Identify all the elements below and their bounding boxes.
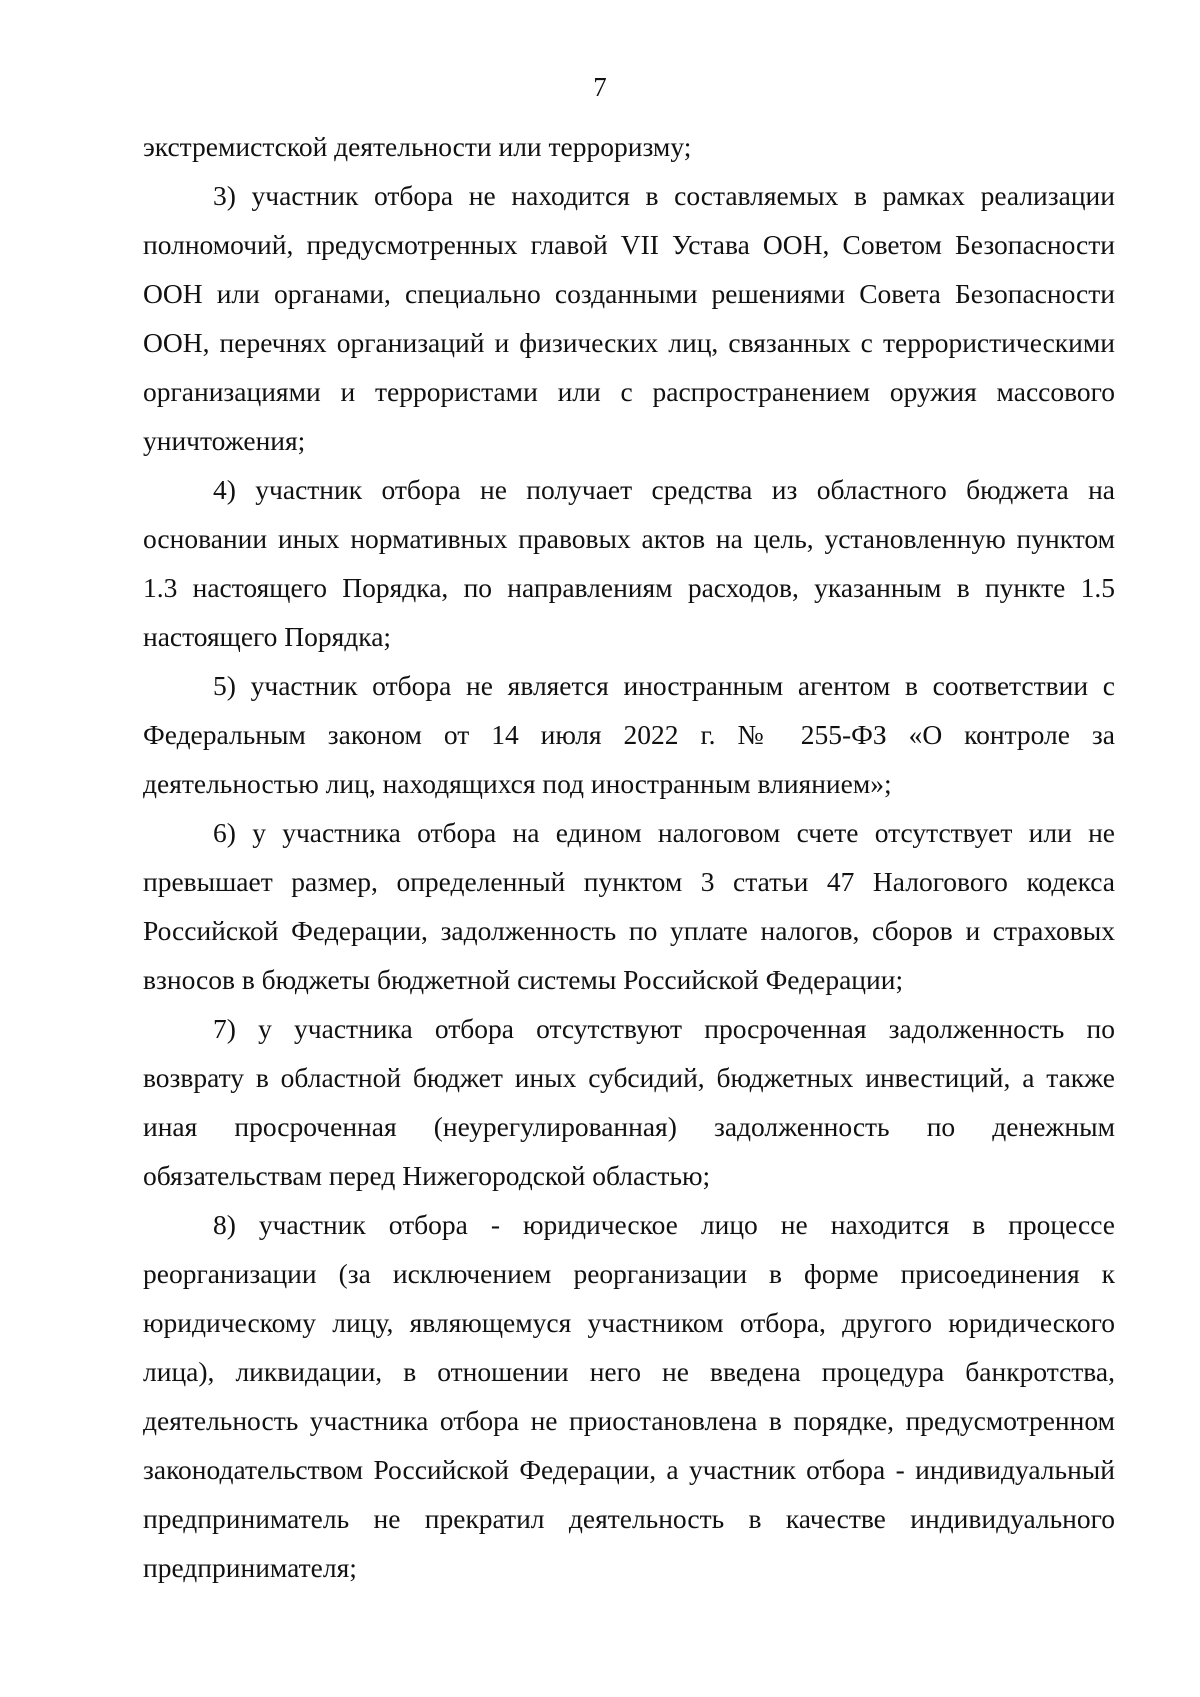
page-number: 7 bbox=[593, 72, 607, 102]
document-body bbox=[143, 122, 1115, 1592]
paragraph-item-4: 4) участник отбора не получает средства из областного бюджета на основании иных нормативных правовых актов на цель, установленную пунктом 1.3 настоящего Порядка, по направлениям расходов, указанным в пункте 1.5 настоящего Порядка; bbox=[143, 474, 1115, 652]
paragraph-item-6: 6) у участника отбора на едином налоговом счете отсутствует или не превышает размер, определенный пунктом 3 статьи 47 Налогового кодекса Российской Федерации, задолженность по уплате налогов, сборов и страховых взносов в бюджеты бюджетной системы Российской Федерации; bbox=[143, 817, 1115, 995]
paragraph-continuation: экстремистской деятельности или терроризму; bbox=[143, 131, 692, 162]
paragraph-item-8: 8) участник отбора - юридическое лицо не находится в процессе реорганизации (за исключением реорганизации в форме присоединения к юридическому лицу, являющемуся участником отбора, другого юридического лица), ликвидации, в отношении него не введена процедура банкротства, деятельность участника отбора не приостановлена в порядке, предусмотренном законодательством Российской Федерации, а участник отбора - индивидуальный предприниматель не прекратил деятельность в качестве индивидуального предпринимателя; bbox=[143, 1209, 1115, 1583]
paragraph-item-5: 5) участник отбора не является иностранным агентом в соответствии с Федеральным законом от 14 июля 2022 г. № 255-ФЗ «О контроле за деятельностью лиц, находящихся под иностранным влиянием»; bbox=[143, 670, 1115, 799]
paragraph-item-3: 3) участник отбора не находится в составляемых в рамках реализации полномочий, предусмотренных главой VII Устава ООН, Советом Безопасности ООН или органами, специально созданными решениями Совета Безопасности ООН, перечнях организаций и физических лиц, связанных с террористическими организациями и террористами или с распространением оружия массового уничтожения; bbox=[143, 180, 1115, 456]
paragraph-item-7: 7) у участника отбора отсутствуют просроченная задолженность по возврату в областной бюджет иных субсидий, бюджетных инвестиций, а также иная просроченная (неурегулированная) задолженность по денежным обязательствам перед Нижегородской областью; bbox=[143, 1013, 1115, 1191]
